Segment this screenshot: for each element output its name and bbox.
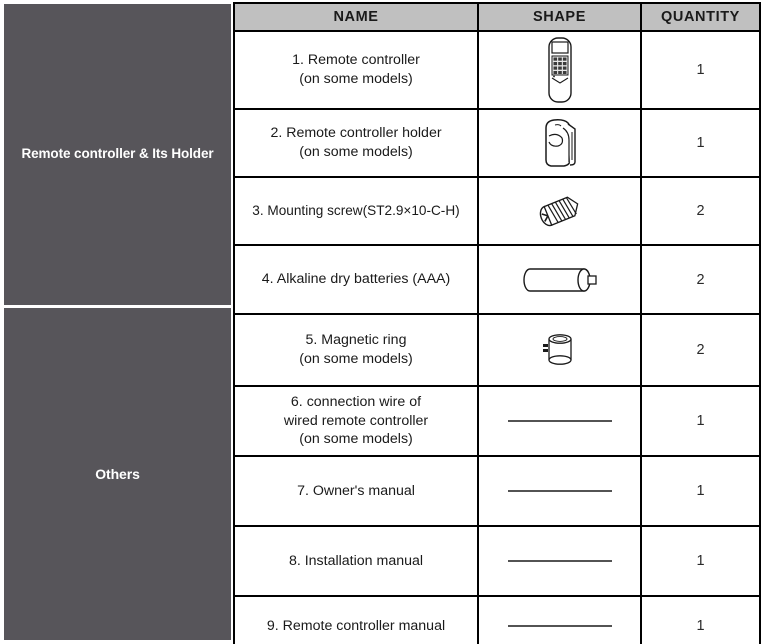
part-shape-cell bbox=[478, 245, 641, 314]
table-row bbox=[234, 596, 760, 644]
table-row bbox=[234, 314, 760, 386]
category-column bbox=[0, 0, 231, 644]
part-shape-cell bbox=[478, 31, 641, 109]
table-row bbox=[234, 386, 760, 456]
part-quantity-cell: 2 bbox=[641, 245, 760, 314]
battery-icon bbox=[479, 261, 640, 299]
magnetic-ring-icon bbox=[479, 330, 640, 370]
part-quantity-cell: 2 bbox=[641, 314, 760, 386]
remote-controller-icon bbox=[479, 37, 640, 103]
part-name-line: 3. Mounting screw(ST2.9×10-C-H) bbox=[252, 203, 460, 219]
part-name-cell bbox=[234, 526, 478, 596]
part-quantity-cell: 2 bbox=[641, 177, 760, 245]
part-name-line: 5. Magnetic ring bbox=[305, 332, 407, 349]
remote-holder-icon bbox=[479, 116, 640, 170]
part-name-cell bbox=[234, 386, 478, 456]
part-name-cell bbox=[234, 177, 478, 245]
part-name-line: 4. Alkaline dry batteries (AAA) bbox=[261, 271, 451, 288]
line-icon bbox=[479, 622, 640, 630]
category-label: Remote controller & Its Holder bbox=[21, 146, 214, 162]
part-name-cell bbox=[234, 596, 478, 644]
part-name-line: 7. Owner's manual bbox=[297, 482, 415, 499]
part-shape-cell bbox=[478, 456, 641, 526]
part-name-line: (on some models) bbox=[299, 144, 413, 160]
table-row bbox=[234, 31, 760, 109]
table-row bbox=[234, 177, 760, 245]
part-name-line: 2. Remote controller holder bbox=[270, 125, 442, 142]
part-name-line: (on some models) bbox=[299, 431, 413, 448]
part-quantity-cell: 1 bbox=[641, 386, 760, 456]
part-name-cell bbox=[234, 245, 478, 314]
part-quantity-cell: 1 bbox=[641, 109, 760, 177]
part-quantity-cell: 1 bbox=[641, 526, 760, 596]
category-label: Others bbox=[95, 465, 140, 482]
table-row bbox=[234, 456, 760, 526]
part-name-line: 1. Remote controller bbox=[292, 52, 420, 69]
mounting-screw-icon bbox=[479, 191, 640, 231]
line-icon bbox=[479, 487, 640, 495]
line-icon bbox=[479, 557, 640, 565]
part-name-line: 9. Remote controller manual bbox=[266, 617, 446, 634]
part-shape-cell bbox=[478, 314, 641, 386]
table-row bbox=[234, 109, 760, 177]
parts-table-wrapper bbox=[231, 0, 761, 644]
part-name-cell bbox=[234, 456, 478, 526]
part-name-cell bbox=[234, 109, 478, 177]
part-name-line: 6. connection wire of bbox=[290, 393, 422, 410]
part-shape-cell bbox=[478, 177, 641, 245]
column-header-name: NAME bbox=[234, 3, 478, 31]
table-header-row bbox=[234, 3, 760, 31]
table-row bbox=[234, 526, 760, 596]
column-header-shape: SHAPE bbox=[478, 3, 641, 31]
part-quantity-cell: 1 bbox=[641, 31, 760, 109]
line-icon bbox=[479, 417, 640, 425]
part-shape-cell bbox=[478, 109, 641, 177]
category-block-others bbox=[4, 308, 231, 640]
parts-table bbox=[233, 2, 761, 644]
part-name-line: wired remote controller bbox=[283, 412, 429, 429]
part-name-line: 8. Installation manual bbox=[288, 552, 424, 569]
part-name-cell bbox=[234, 31, 478, 109]
part-name-cell bbox=[234, 314, 478, 386]
part-name-line: (on some models) bbox=[299, 351, 413, 367]
part-shape-cell bbox=[478, 596, 641, 644]
table-row bbox=[234, 245, 760, 314]
column-header-quantity: QUANTITY bbox=[641, 3, 760, 31]
part-shape-cell bbox=[478, 526, 641, 596]
part-name-line: (on some models) bbox=[299, 71, 413, 87]
part-quantity-cell: 1 bbox=[641, 456, 760, 526]
category-block-remote-controller-and-its-holder bbox=[4, 4, 231, 305]
part-shape-cell bbox=[478, 386, 641, 456]
part-quantity-cell: 1 bbox=[641, 596, 760, 644]
